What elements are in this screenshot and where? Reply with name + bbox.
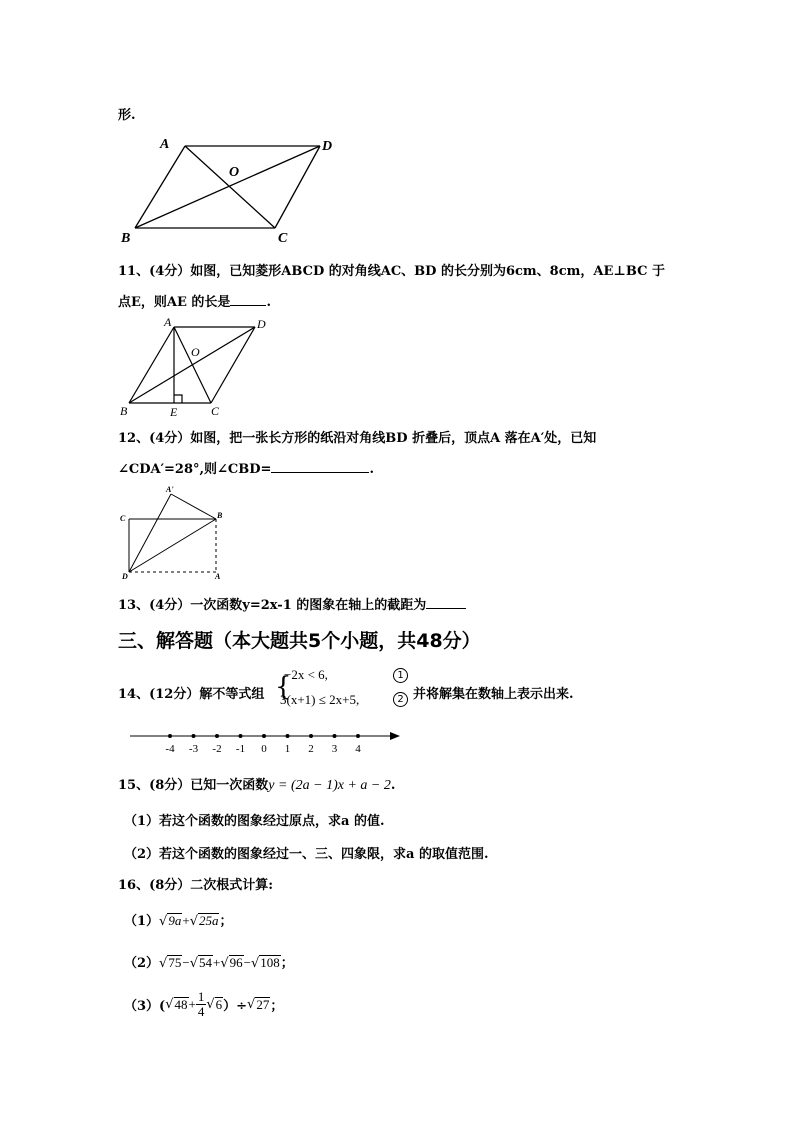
q16-p3-end: ； xyxy=(270,999,284,1014)
label-O: O xyxy=(191,345,200,359)
tick-dot-3 xyxy=(333,734,337,738)
label-D: D xyxy=(257,317,266,331)
q15-part-1: （1）若这个函数的图象经过原点，求a 的值. xyxy=(124,814,385,829)
q16-p2-label: （2） xyxy=(124,956,160,971)
q16-p3-op: + xyxy=(188,996,196,1012)
label-A: A xyxy=(215,572,221,581)
brace: { xyxy=(275,672,292,702)
tick-dot-0 xyxy=(262,734,266,738)
figure-rhombus xyxy=(115,314,280,418)
q13 xyxy=(118,594,466,613)
tick-label-0: 0 xyxy=(261,743,267,755)
tick-label-3: 3 xyxy=(331,743,338,755)
figure-folded-rectangle xyxy=(115,484,230,582)
q14-prefix: 14、(12分）解不等式组 xyxy=(118,687,265,702)
q16-p3-radicand-2: 6 xyxy=(215,997,223,1012)
tick-label-1: 1 xyxy=(284,743,291,755)
label-E: E xyxy=(170,405,178,418)
edge-ab xyxy=(129,327,174,403)
q12-end: . xyxy=(369,462,374,477)
edge-a-prime-b xyxy=(171,494,216,519)
tick-label--4: -4 xyxy=(165,743,175,755)
q16-part-3: （3）(√48+ $\frac{1}{4}$ √6）÷√27； xyxy=(124,989,284,1019)
number-line-arrow xyxy=(390,732,400,740)
label-A-prime: A' xyxy=(166,485,174,494)
diag-ac xyxy=(185,146,275,228)
q13-answer-blank xyxy=(426,596,466,609)
tick-label--3: -3 xyxy=(188,743,199,755)
q16-p2-end: ； xyxy=(280,956,294,971)
fraction-numerator: 1 xyxy=(197,989,205,1004)
diag-bd xyxy=(129,519,216,572)
q16-p2-radicand-4: 108 xyxy=(260,955,280,970)
q15-part-2: （2）若这个函数的图象经过一、三、四象限，求a 的取值范围. xyxy=(124,847,489,862)
q16-part-1: （1）√9a+√25a； xyxy=(124,913,233,929)
q16-p2-radicand-2: 54 xyxy=(198,955,212,970)
label-O: O xyxy=(229,165,240,180)
label-C: C xyxy=(278,231,288,246)
q11-line2 xyxy=(118,291,271,310)
inequality-2: 3(x+1) ≤ 2x+5, xyxy=(280,692,360,707)
q11-answer-blank xyxy=(230,293,266,306)
q11-text: 点E，则AE 的长是 xyxy=(118,295,231,310)
q16-p2-op-2: + xyxy=(212,955,221,970)
q16-p1-op: + xyxy=(182,913,190,928)
figure-parallelogram xyxy=(115,132,345,247)
number-line xyxy=(125,725,405,757)
tick-label-4: 4 xyxy=(355,743,361,755)
q16-p3-radicand-1: 48 xyxy=(174,997,188,1012)
tick-dot--2 xyxy=(215,734,219,738)
q15-line xyxy=(118,774,395,794)
top-fragment: 形. xyxy=(118,108,136,123)
tick-dot-2 xyxy=(309,734,313,738)
right-angle-mark xyxy=(174,395,182,403)
circled-number-1: 1 xyxy=(393,668,408,683)
edge-ab xyxy=(135,146,185,228)
q16-p1-radicand-2: 25a xyxy=(198,913,219,928)
label-B: B xyxy=(121,231,131,246)
q16-p1-label: （1） xyxy=(124,914,160,929)
q16-part-2: （2）√75−√54+√96−√108； xyxy=(124,955,294,971)
q15-prefix: 15、(8分）已知一次函数 xyxy=(118,778,269,793)
q12-line1: 12、(4分）如图，把一张长方形的纸沿对角线BD 折叠后，顶点A 落在A′处，已知 xyxy=(118,431,597,446)
tick-label--1: -1 xyxy=(235,743,246,755)
q15-end: . xyxy=(390,778,396,793)
diag-bd xyxy=(135,146,320,228)
q16-p3-label: （3）( xyxy=(124,999,166,1014)
tick-label-2: 2 xyxy=(308,743,314,755)
tick-dot-4 xyxy=(356,734,360,738)
label-D: D xyxy=(122,572,128,581)
q12-line2 xyxy=(118,458,374,477)
fraction-denominator: 4 xyxy=(197,1004,205,1019)
edge-dc xyxy=(275,146,320,228)
q16-p3-radicand-3: 27 xyxy=(256,997,270,1012)
tick-dot--4 xyxy=(168,734,172,738)
q14-suffix: 并将解集在数轴上表示出来. xyxy=(413,687,574,702)
fraction-one-quarter xyxy=(196,990,207,1019)
inequality-1: −2x < 6, xyxy=(284,667,328,682)
q12-answer-blank xyxy=(271,460,369,473)
q12-text: ∠CDA′=28°,则∠CBD= xyxy=(118,462,272,477)
label-C: C xyxy=(120,514,126,523)
q16-p2-radicand-1: 75 xyxy=(168,955,182,970)
q11-line1: 11、(4分）如图，已知菱形ABCD 的对角线AC、BD 的长分别为6cm、8cm，AE⊥BC 于 xyxy=(118,264,665,279)
label-B: B xyxy=(217,511,223,520)
q15-function: y = (2a − 1)x + a − 2 xyxy=(268,778,391,793)
label-C: C xyxy=(211,404,220,418)
q16-p2-op-3: − xyxy=(243,955,251,970)
q13-text: 13、(4分）一次函数y=2x-1 的图象在轴上的截距为 xyxy=(118,598,427,613)
q11-end: . xyxy=(266,295,271,310)
tick-dot-1 xyxy=(286,734,290,738)
label-D: D xyxy=(322,139,333,154)
diag-bd xyxy=(129,327,255,403)
q16-title: 16、(8分）二次根式计算: xyxy=(118,878,274,893)
q16-p1-radicand-1: 9a xyxy=(168,913,182,928)
label-A: A xyxy=(160,137,170,152)
label-A: A xyxy=(164,315,172,329)
section-3-heading: 三、解答题（本大题共5个小题，共48分） xyxy=(118,630,481,652)
edge-da-prime xyxy=(129,494,171,572)
label-B: B xyxy=(120,404,128,418)
q16-p2-radicand-3: 96 xyxy=(229,955,243,970)
circled-number-2: 2 xyxy=(393,692,408,707)
q16-p3-close: ）÷ xyxy=(223,999,248,1014)
tick-dot--1 xyxy=(239,734,243,738)
q16-p1-end: ； xyxy=(219,914,233,929)
q16-p2-op-1: − xyxy=(182,955,190,970)
tick-label--2: -2 xyxy=(212,743,222,755)
edge-dc xyxy=(211,327,255,403)
tick-dot--3 xyxy=(192,734,196,738)
